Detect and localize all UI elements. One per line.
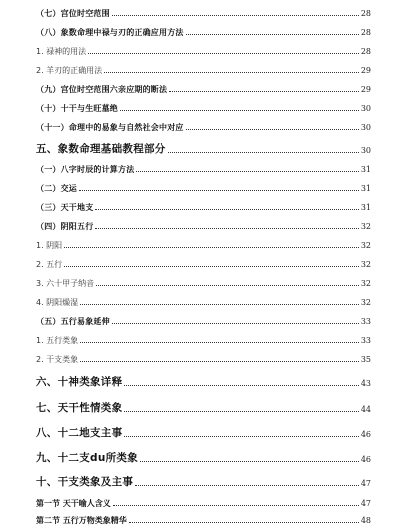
toc-entry-page: 30 (360, 104, 371, 113)
dot-leader (124, 385, 358, 386)
dot-leader (79, 190, 359, 191)
dot-leader (113, 505, 359, 506)
toc-entry-label: 九、十二支du所类象 (36, 452, 138, 464)
toc-entry-label: 第一节 天干喻人含义 (36, 499, 111, 508)
toc-entry[interactable] (36, 204, 371, 212)
toc-entry[interactable] (36, 453, 371, 464)
dot-leader (120, 110, 359, 111)
toc-entry-label: （九）宫位时空范围六亲应期的断法 (36, 85, 168, 94)
toc-entry[interactable] (36, 318, 371, 326)
dot-leader (112, 323, 359, 324)
toc-entry-page: 28 (360, 28, 371, 37)
toc-entry-page: 32 (360, 241, 371, 250)
toc-entry-page: 30 (360, 145, 371, 155)
toc-entry[interactable] (36, 356, 371, 364)
toc-entry[interactable] (36, 166, 371, 174)
toc-entry-page: 30 (360, 123, 371, 132)
toc-entry-page: 33 (360, 317, 371, 326)
toc-entry-label: 1. 禄神的用法 (36, 47, 87, 56)
toc-entry[interactable] (36, 185, 371, 193)
toc-entry[interactable] (36, 403, 371, 414)
dot-leader (136, 171, 358, 172)
dot-leader (135, 485, 359, 486)
toc-entry[interactable] (36, 48, 371, 56)
toc-entry-label: 五、象数命理基础教程部分 (36, 143, 166, 155)
toc-entry-page: 32 (360, 279, 371, 288)
toc-entry-label: 4. 阴阳燥湿 (36, 298, 79, 307)
toc-entry[interactable] (36, 428, 371, 439)
toc-entry-label: 六、十神类象详释 (36, 376, 123, 388)
toc-entry-page: 44 (360, 404, 371, 414)
toc-entry-label: 七、天干性情类象 (36, 402, 123, 414)
toc-entry-label: （七）宫位时空范围 (36, 9, 110, 18)
dot-leader (112, 15, 359, 16)
toc-entry-label: 第二节 五行万物类象精华 (36, 516, 127, 525)
toc-entry-label: （三）天干地支 (36, 203, 94, 212)
toc-entry-label: （八）象数命理中禄与刃的正确应用方法 (36, 28, 184, 37)
toc-entry-label: 2. 五行 (36, 260, 63, 269)
toc-entry[interactable] (36, 517, 371, 525)
dot-leader (168, 152, 359, 153)
toc-entry-page: 28 (360, 9, 371, 18)
toc-entry-page: 47 (360, 499, 371, 508)
toc-entry-label: （十）十干与生旺墓绝 (36, 104, 118, 113)
toc-entry[interactable] (36, 29, 371, 37)
toc-entry-page: 33 (360, 336, 371, 345)
dot-leader (80, 342, 359, 343)
toc-entry[interactable] (36, 144, 371, 155)
toc-entry-label: （十一）命理中的易象与自然社会中对应 (36, 123, 184, 132)
toc-entry[interactable] (36, 124, 371, 132)
dot-leader (64, 266, 359, 267)
dot-leader (80, 361, 359, 362)
toc-entry-label: 1. 阴阳 (36, 241, 63, 250)
toc-entry[interactable] (36, 223, 371, 231)
toc-entry-page: 29 (360, 66, 371, 75)
dot-leader (186, 129, 359, 130)
toc-entry-label: 1. 五行类象 (36, 336, 79, 345)
dot-leader (124, 436, 358, 437)
toc-entry-page: 47 (360, 478, 371, 488)
toc-entry-label: （一）八字时辰的计算方法 (36, 165, 135, 174)
dot-leader (95, 228, 358, 229)
toc-entry-page: 35 (360, 355, 371, 364)
toc-entry[interactable] (36, 377, 371, 388)
toc-entry-page: 43 (360, 378, 371, 388)
toc-entry-page: 28 (360, 47, 371, 56)
toc-entry[interactable] (36, 67, 371, 75)
toc-entry[interactable] (36, 10, 371, 18)
toc-entry-label: （二）交运 (36, 184, 77, 193)
toc-entry-page: 31 (360, 184, 371, 193)
dot-leader (140, 461, 359, 462)
toc-entry[interactable] (36, 86, 371, 94)
toc-entry-page: 31 (360, 165, 371, 174)
toc-entry-page: 48 (360, 516, 371, 525)
dot-leader (129, 522, 359, 523)
toc-entry-label: 3. 六十甲子纳音 (36, 279, 95, 288)
toc-entry[interactable] (36, 477, 371, 488)
toc-entry-label: （五）五行易象延伸 (36, 317, 110, 326)
toc-entry-label: （四）阴阳五行 (36, 222, 94, 231)
dot-leader (104, 72, 359, 73)
dot-leader (95, 209, 358, 210)
toc-entry[interactable] (36, 105, 371, 113)
toc-entry-label: 八、十二地支主事 (36, 427, 123, 439)
dot-leader (169, 91, 359, 92)
toc-entry-label: 十、干支类象及主事 (36, 476, 134, 488)
toc-entry-page: 32 (360, 222, 371, 231)
toc-entry[interactable] (36, 337, 371, 345)
toc-entry[interactable] (36, 299, 371, 307)
toc-entry-page: 32 (360, 298, 371, 307)
dot-leader (64, 247, 359, 248)
toc-entry[interactable] (36, 242, 371, 250)
toc-entry-page: 46 (360, 454, 371, 464)
toc-entry-page: 31 (360, 203, 371, 212)
toc-entry-page: 29 (360, 85, 371, 94)
toc-entry[interactable] (36, 500, 371, 508)
dot-leader (96, 285, 359, 286)
dot-leader (80, 304, 359, 305)
toc-entry[interactable] (36, 280, 371, 288)
toc-entry-label: 2. 干支类象 (36, 355, 79, 364)
dot-leader (88, 53, 359, 54)
toc-entry-label: 2. 羊刃的正确用法 (36, 66, 103, 75)
toc-entry-page: 32 (360, 260, 371, 269)
dot-leader (124, 411, 358, 412)
dot-leader (186, 34, 359, 35)
toc-entry[interactable] (36, 261, 371, 269)
toc-entry-page: 46 (360, 429, 371, 439)
